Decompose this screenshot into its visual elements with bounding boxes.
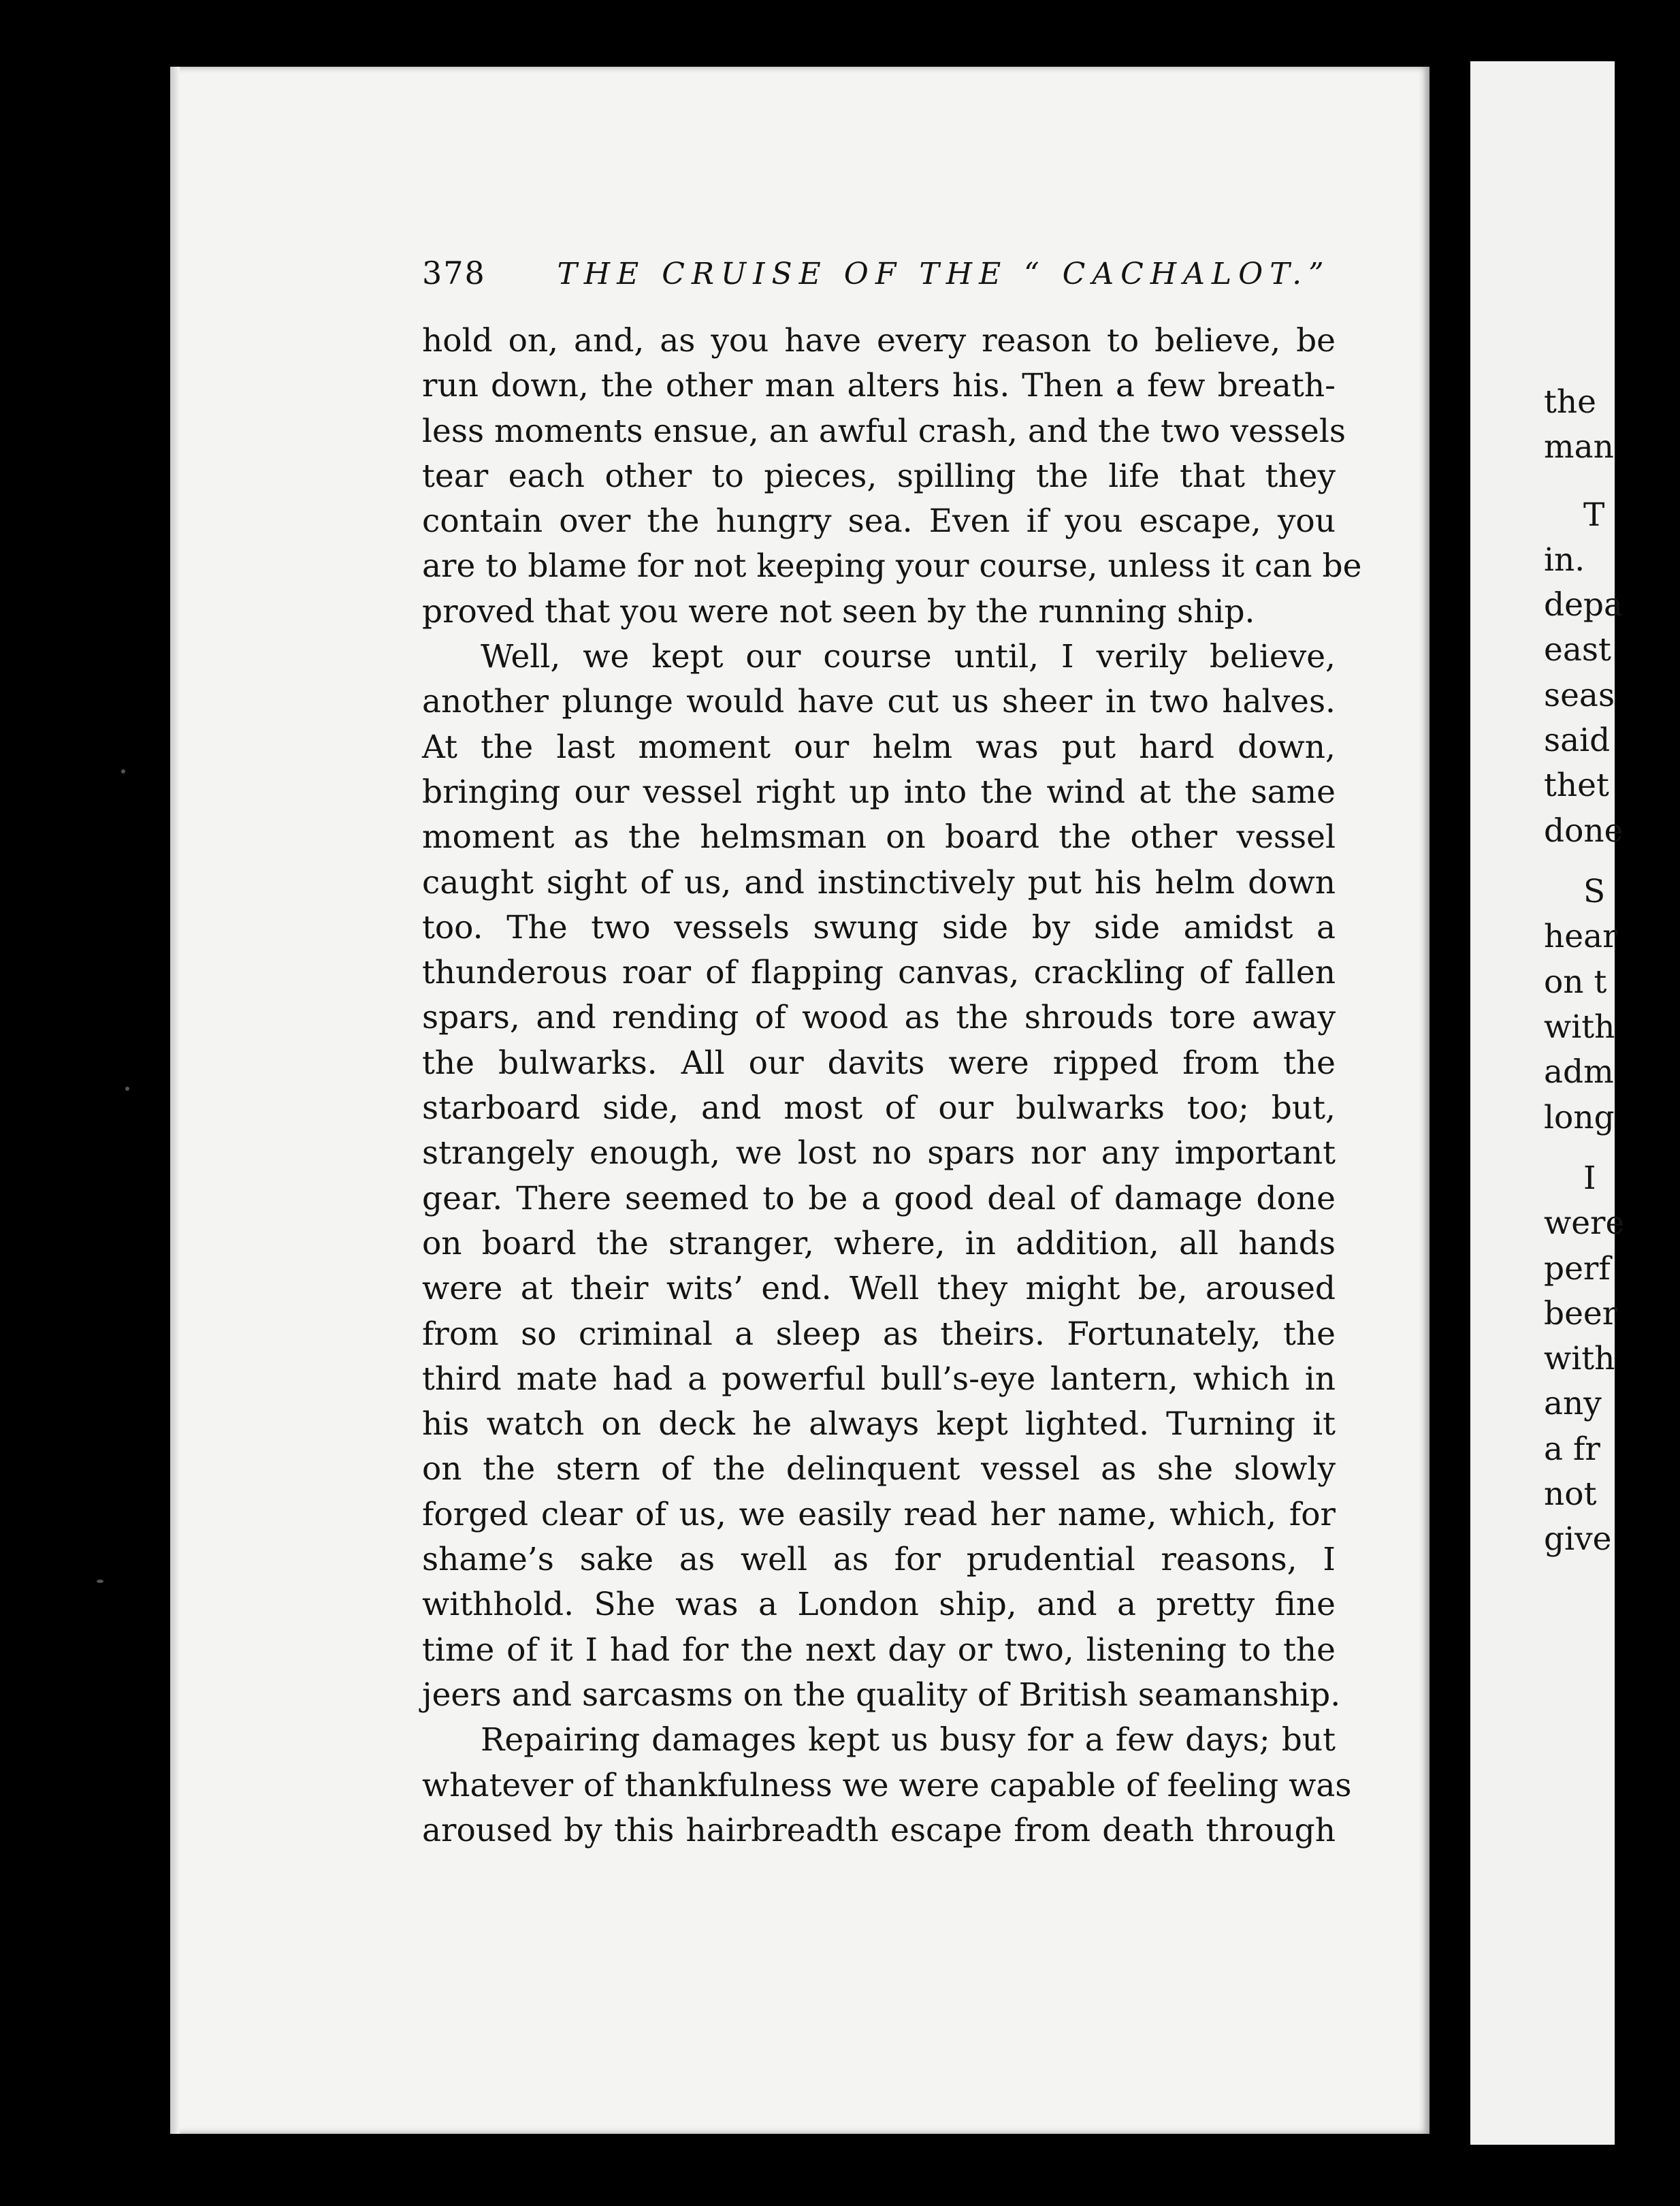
text-line: jeers and sarcasms on the quality of British seamanship. xyxy=(422,1676,1341,1714)
facing-page-line: with xyxy=(1544,1340,1615,1378)
facing-page-line: any xyxy=(1544,1385,1602,1423)
facing-page-line: on t xyxy=(1544,963,1607,1001)
facing-page-line: thet xyxy=(1544,767,1609,805)
text-line: time of it I had for the next day or two, listening to the xyxy=(422,1631,1336,1669)
text-line: strangely enough, we lost no spars nor any important xyxy=(422,1134,1336,1172)
facing-page-line: long xyxy=(1544,1098,1615,1136)
text-line: his watch on deck he always kept lighted. Turning it xyxy=(422,1405,1336,1443)
facing-page-line: adm xyxy=(1544,1053,1614,1091)
text-line: hold on, and, as you have every reason to believe, be xyxy=(422,322,1336,359)
facing-page-line: T xyxy=(1583,496,1605,534)
facing-page-line: in. xyxy=(1544,541,1585,579)
text-line: Repairing damages kept us busy for a few days; but xyxy=(481,1721,1336,1759)
facing-page-line: man xyxy=(1544,428,1614,466)
facing-page-line: seas xyxy=(1544,676,1615,714)
text-line: from so criminal a sleep as theirs. Fortunately, the xyxy=(422,1315,1336,1353)
facing-page-line: not xyxy=(1544,1475,1597,1514)
facing-page-line: I xyxy=(1583,1159,1596,1197)
running-head xyxy=(422,249,1334,297)
text-line: proved that you were not seen by the running ship. xyxy=(422,592,1255,630)
text-line: are to blame for not keeping your course, unless it can be xyxy=(422,547,1362,586)
text-line: withhold. She was a London ship, and a pretty fine xyxy=(422,1586,1336,1624)
facing-page-line: beer xyxy=(1544,1294,1618,1332)
text-line: on the stern of the delinquent vessel as she slowly xyxy=(422,1450,1336,1488)
facing-page-line: said xyxy=(1544,722,1611,760)
facing-page-line: the xyxy=(1544,383,1596,421)
facing-page-line: hear xyxy=(1544,918,1618,956)
facing-page-line: done xyxy=(1544,812,1624,850)
scan-speck xyxy=(97,1580,103,1583)
facing-page-line: east xyxy=(1544,631,1611,669)
text-line: whatever of thankfulness we were capable of feeling was xyxy=(422,1766,1352,1804)
text-line: aroused by this hairbreadth escape from death through xyxy=(422,1811,1336,1849)
facing-page-line: perf xyxy=(1544,1249,1611,1288)
facing-page-line: a fr xyxy=(1544,1430,1600,1468)
body-text xyxy=(422,319,1362,1853)
text-line: starboard side, and most of our bulwarks too; but, xyxy=(422,1089,1336,1128)
text-line: moment as the helmsman on board the other vessel xyxy=(422,818,1336,857)
text-line: shame’s sake as well as for prudential reasons, I xyxy=(422,1541,1336,1579)
text-line: contain over the hungry sea. Even if you escape, you xyxy=(422,502,1336,541)
text-line: run down, the other man alters his. Then a few breath- xyxy=(422,367,1336,405)
text-line: spars, and rending of wood as the shrouds tore away xyxy=(422,999,1336,1037)
text-line: gear. There seemed to be a good deal of damage done xyxy=(422,1179,1336,1217)
text-line: too. The two vessels swung side by side amidst a xyxy=(422,908,1336,946)
facing-page-line: with xyxy=(1544,1008,1615,1046)
text-line: caught sight of us, and instinctively put his helm down xyxy=(422,863,1336,901)
text-line: thunderous roar of flapping canvas, crackling of fallen xyxy=(422,954,1336,992)
text-line: bringing our vessel right up into the wind at the same xyxy=(422,773,1336,811)
text-line: on board the stranger, where, in addition, all hands xyxy=(422,1224,1336,1262)
text-line: less moments ensue, an awful crash, and the two vessels xyxy=(422,412,1346,450)
facing-page-text xyxy=(1544,380,1680,1563)
facing-page-line: were xyxy=(1544,1204,1625,1243)
facing-page-line: S xyxy=(1583,873,1606,911)
scan-speck xyxy=(125,1087,129,1091)
page-edge xyxy=(170,67,180,2134)
text-line: the bulwarks. All our davits were ripped from the xyxy=(422,1044,1336,1082)
text-line: Well, we kept our course until, I verily believe, xyxy=(481,638,1336,676)
facing-page-line: give xyxy=(1544,1520,1612,1558)
text-line: forged clear of us, we easily read her name, which, for xyxy=(422,1495,1336,1533)
running-title: THE CRUISE OF THE “ CACHALOT.” xyxy=(557,257,1331,291)
text-line: another plunge would have cut us sheer in two halves. xyxy=(422,683,1336,721)
text-line: At the last moment our helm was put hard down, xyxy=(422,728,1336,766)
facing-page xyxy=(1470,61,1625,2145)
text-line: were at their wits’ end. Well they might be, aroused xyxy=(422,1270,1336,1308)
text-line: third mate had a powerful bull’s-eye lantern, which in xyxy=(422,1360,1336,1398)
facing-page-line: depa xyxy=(1544,586,1624,624)
scan-speck xyxy=(121,769,125,773)
text-line: tear each other to pieces, spilling the life that they xyxy=(422,457,1336,495)
page-number: 378 xyxy=(422,255,486,291)
